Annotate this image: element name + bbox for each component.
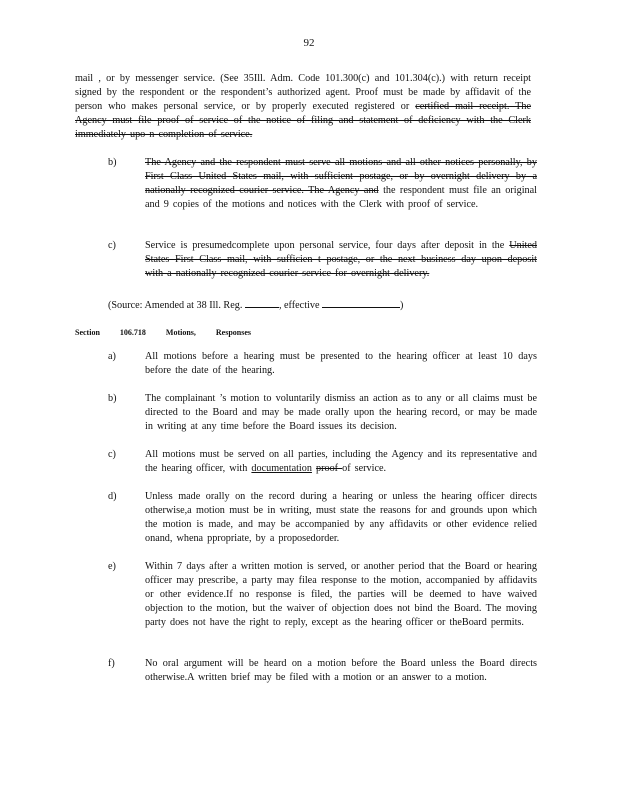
source-mid: , effective	[278, 300, 320, 311]
item-text: No oral argument will be heard on a motion before the Board unless the Board directs otherwise.A written brief may be filed with a motion or an answer to a motion.	[145, 658, 537, 683]
item-label: c)	[108, 240, 116, 251]
source-suffix: )	[400, 300, 404, 311]
source-note	[108, 297, 540, 313]
item-label: e)	[108, 561, 116, 572]
inserted-text: the respondent must file an original and 9 copies of the motions and notices with the Clerk with proof of service.	[145, 185, 537, 210]
page-number: 92	[303, 37, 315, 49]
section-heading	[75, 326, 267, 340]
effective-date-blank	[322, 297, 400, 308]
section-number: 106.718	[119, 328, 146, 337]
motion-service-text: All motions must be served on all parties, including the Agency and its representative and the hearing officer, with	[145, 449, 537, 474]
intro-paragraph	[75, 72, 531, 142]
item-label: d)	[108, 491, 117, 502]
service-text: Service is presumedcomplete upon personal service, four days after deposit in the	[145, 240, 510, 251]
section-title-1: Motions,	[165, 328, 196, 337]
item-label: b)	[108, 393, 117, 404]
intro-struck-text: certified mail receipt. The Agency must file proof of service of the notice of filing and statement of deficiency with the Clerk immediately upo n completion of service.	[75, 101, 532, 140]
underlined-text: documentation	[251, 463, 312, 474]
intro-text: mail , or by messenger service. (See 35Ill. Adm. Code 101.300(c) and 101.304(c).) with return receipt signed by the respondent or the respondent’s authorized agent. Proof must be made by affidavit of the person who makes personal service, or by properly executed registered or	[75, 73, 531, 112]
item-label: f)	[108, 658, 115, 669]
item-label: c)	[108, 449, 116, 460]
section-title-2: Responses	[215, 328, 252, 337]
item-text: Within 7 days after a written motion is served, or another period that the Board or hearing officer may prescribe, a party may filea response to the motion, accompanied by affidavits or other evidence.If no response is filed, the parties will be deemed to have waived objection to the motion, but the waiver of objection does not bind the Board. The moving party does not have the right to reply, except as the hearing officer or theBoard permits.	[145, 561, 537, 628]
register-blank	[245, 297, 279, 308]
item-text	[145, 448, 537, 476]
struck-text: proof	[316, 463, 343, 474]
source-prefix: (Source: Amended at 38 Ill. Reg.	[108, 300, 243, 311]
item-text	[145, 156, 537, 212]
item-text: The complainant ’s motion to voluntarily dismiss an action as to any or all claims must be directed to the Board and may be made orally upon the hearing record, or may be made in writing at any time before the Board issues its decision.	[145, 393, 537, 432]
item-text: All motions before a hearing must be presented to the hearing officer at least 10 days before the date of the hearing.	[145, 351, 537, 376]
struck-text: United States First Class mail, with sufficien t postage, or the next business day upon deposit with a nationally recognized courier service for overnight delivery.	[145, 240, 537, 279]
section-word: Section	[75, 328, 100, 337]
struck-text: The Agency and the respondent must serve all motions and all other notices personally, by First Class United States mail, with sufficient postage, or by overnight delivery by a nationally recognized courier service. The Agency and	[145, 157, 537, 196]
item-label: a)	[108, 351, 116, 362]
item-text: Unless made orally on the record during a hearing or unless the hearing officer directs otherwise,a motion must be in writing, must state the reasons for and grounds upon which the motion is made, and may be accompanied by any affidavits or other evidence relied onand, whena ppropriate, by a proposedorder.	[145, 491, 537, 544]
item-text	[145, 239, 537, 281]
item-label: b)	[108, 157, 117, 168]
motion-service-end: of service.	[342, 463, 387, 474]
